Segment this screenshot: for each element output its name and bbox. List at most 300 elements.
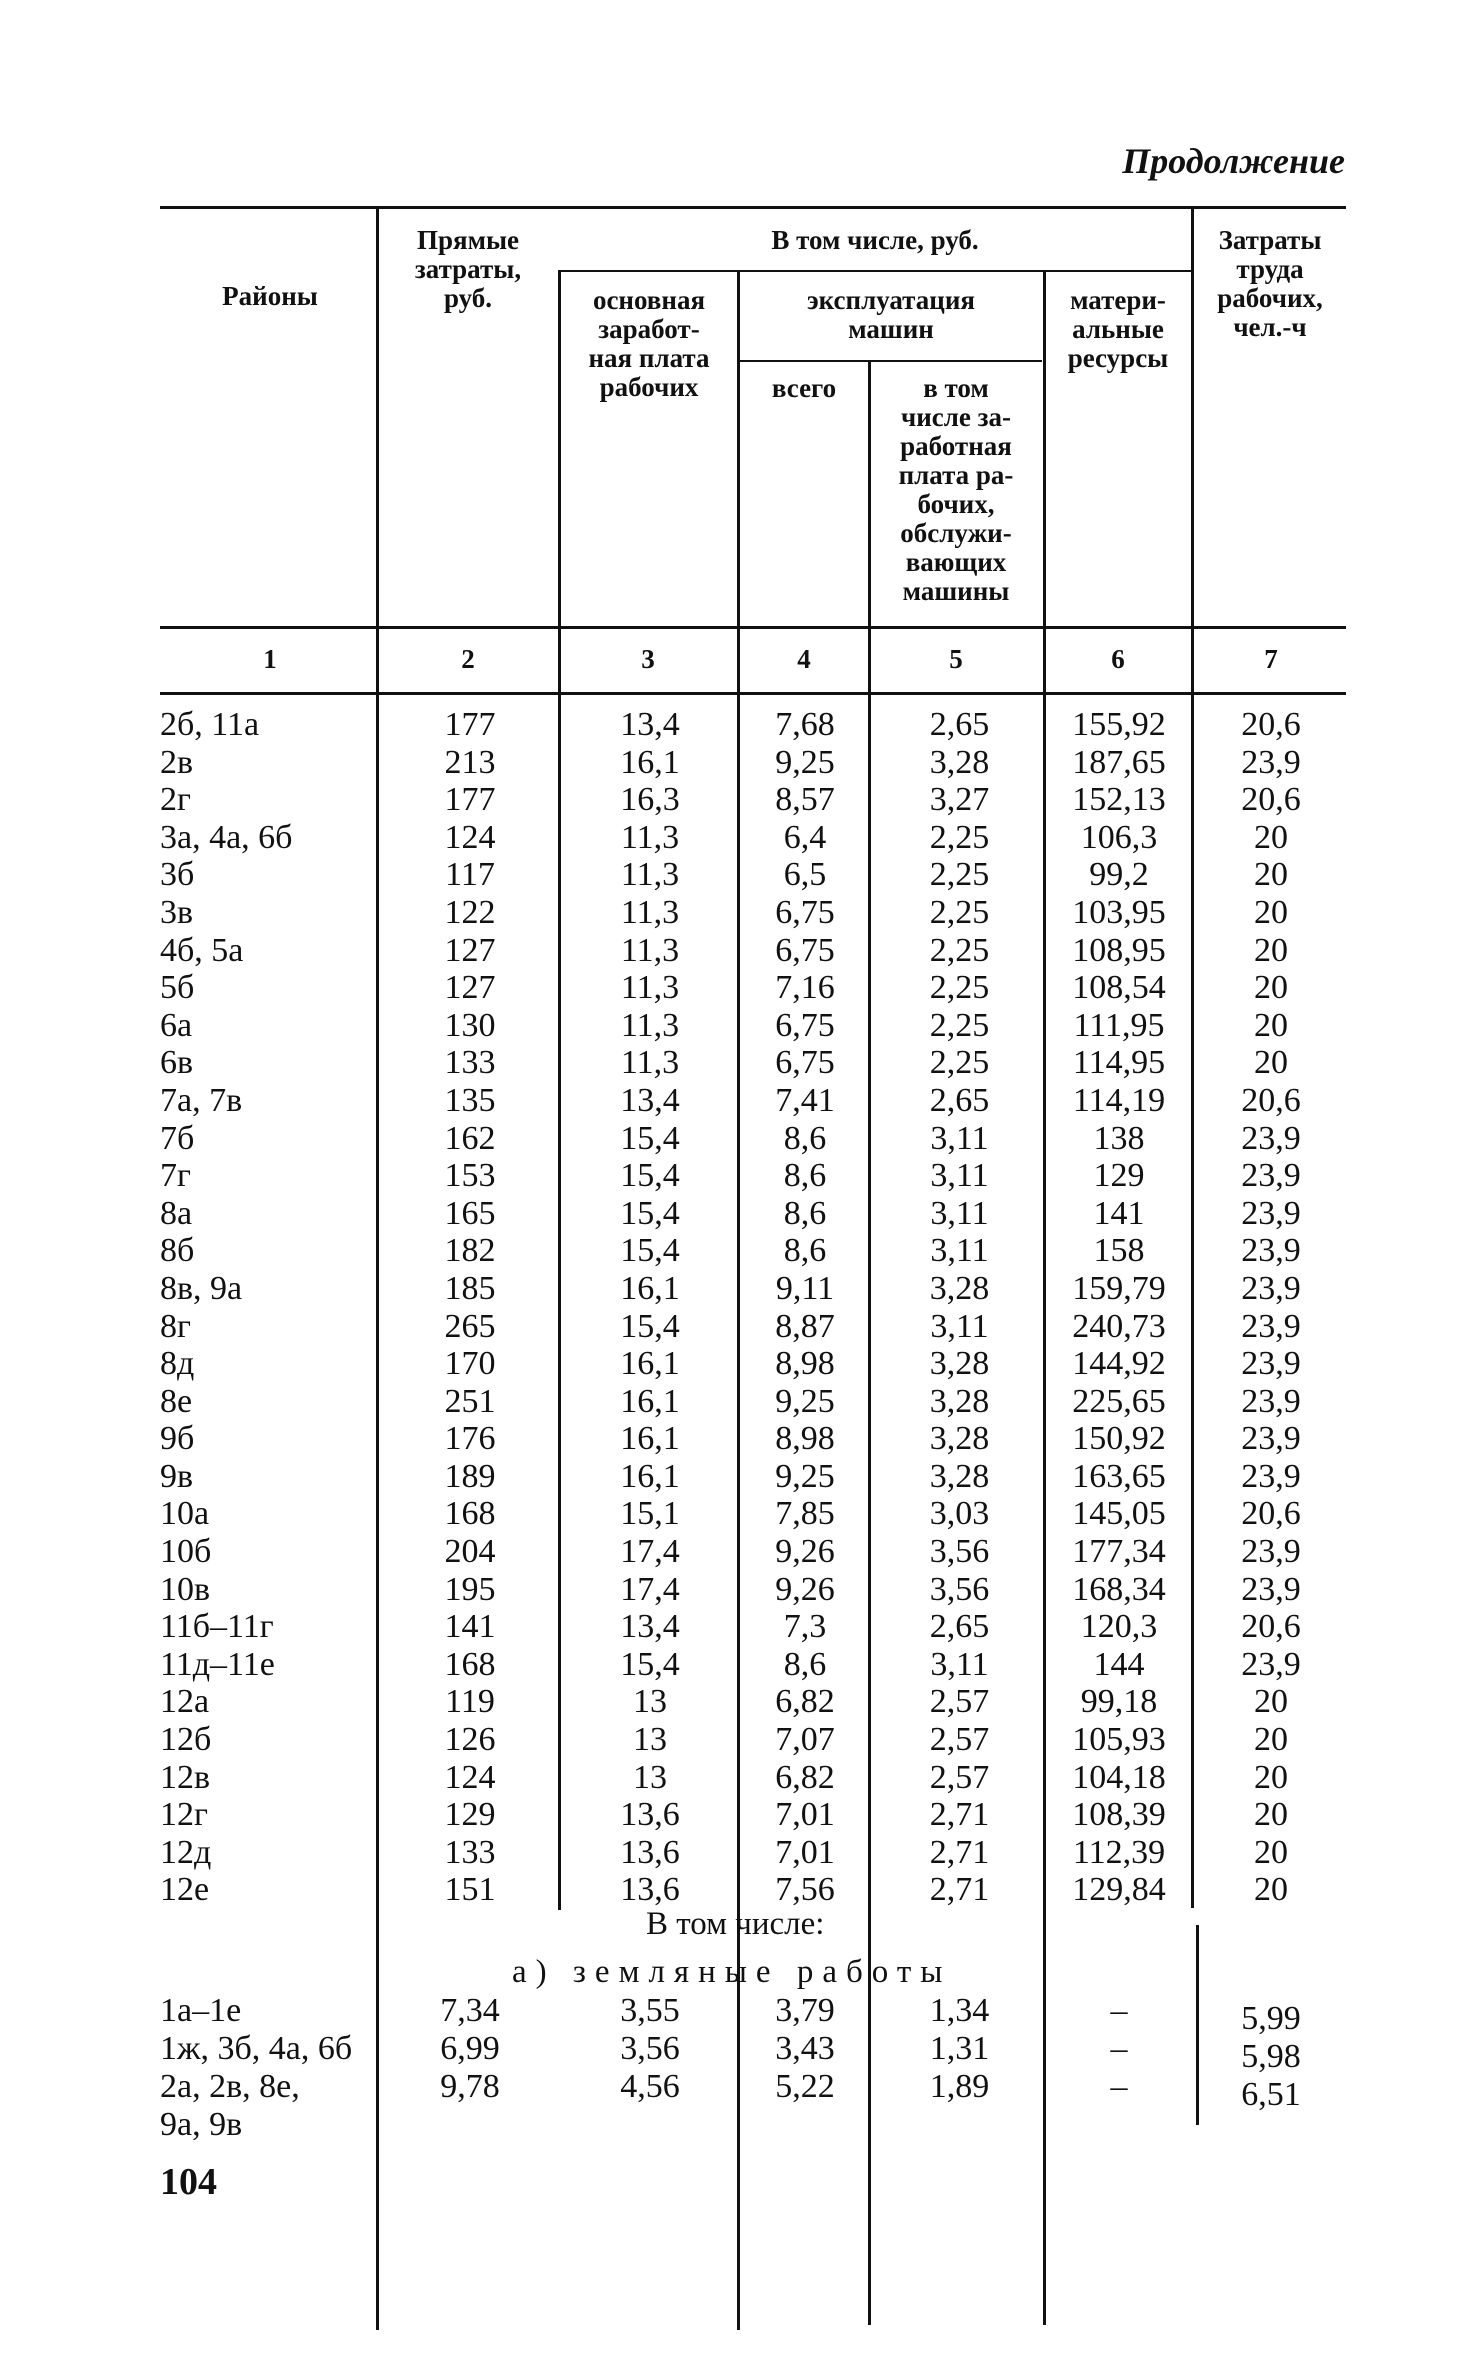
cell-machine-total: 8,6: [783, 1119, 827, 1157]
cell-district: 1а–1е: [160, 1992, 242, 2029]
cell-direct-costs: 129: [444, 1796, 496, 1834]
header-materialnye-resursy: матери- альные ресурсы: [1067, 285, 1169, 373]
table-row: [0, 856, 1477, 894]
cell-district: 11д–11е: [160, 1645, 275, 1683]
cell-base-wages: 13: [633, 1683, 667, 1721]
table-row: [0, 1458, 1477, 1496]
cell-materials: 240,73: [1072, 1307, 1166, 1345]
cell-machine-total: 8,57: [775, 781, 835, 819]
cell-base-wages: 15,4: [620, 1307, 680, 1345]
cell-machine-total: 9,26: [775, 1533, 835, 1571]
table-row: [0, 1646, 1477, 1684]
cell-base-wages: 13,4: [620, 1608, 680, 1646]
table-row: [0, 1195, 1477, 1233]
cell-direct-costs: 133: [444, 1833, 496, 1871]
cell-direct-costs: 195: [444, 1570, 496, 1608]
sub-row-continuation: [0, 2106, 1477, 2144]
cell-district: 10б: [160, 1533, 212, 1571]
table-row: [0, 932, 1477, 970]
table-row: [0, 1759, 1477, 1797]
cell-labor: 23,9: [1241, 1645, 1301, 1683]
cell-base-wages: 16,3: [620, 781, 680, 819]
cell-machine-wages: 3,11: [930, 1307, 989, 1345]
header-zatraty-truda: Затраты труда рабочих, чел.-ч: [1217, 225, 1323, 342]
cell-machine-wages: 3,28: [929, 1269, 990, 1307]
cell-machine-wages: 3,11: [930, 1157, 989, 1195]
column-number: 6: [1111, 644, 1125, 674]
cell-materials: –: [1110, 2068, 1128, 2105]
cell-labor: 23,9: [1241, 1307, 1301, 1345]
table-row: [0, 1308, 1477, 1346]
cell-materials: 187,65: [1072, 743, 1166, 781]
cell-labor: 20: [1254, 1871, 1288, 1909]
cell-machine-total: 6,82: [775, 1758, 835, 1796]
cell-direct-costs: 213: [444, 743, 496, 781]
cell-machine-total: 9,25: [775, 1457, 835, 1495]
cell-machine-wages: 2,71: [929, 1871, 990, 1909]
table-body: [0, 706, 1477, 1909]
cell-base-wages: 13: [633, 1721, 667, 1759]
table-row: [0, 1796, 1477, 1834]
cell-labor: 20,6: [1241, 1608, 1301, 1646]
cell-materials: 105,93: [1072, 1721, 1166, 1759]
column-number: 3: [641, 644, 655, 674]
table-row: [0, 969, 1477, 1007]
table-top-rule: [160, 206, 1346, 209]
cell-materials: 129: [1093, 1157, 1145, 1195]
cell-materials: 168,34: [1072, 1570, 1166, 1608]
cell-machine-wages: 1,89: [929, 2068, 990, 2105]
cell-base-wages: 11,3: [620, 931, 680, 969]
cell-labor: 23,9: [1241, 1345, 1301, 1383]
cell-district: 10в: [160, 1570, 211, 1608]
cell-materials: 108,54: [1072, 969, 1166, 1007]
cell-machine-wages: 2,57: [929, 1721, 990, 1759]
cell-machine-wages: 3,56: [929, 1570, 990, 1608]
cell-machine-total: 8,6: [783, 1194, 827, 1232]
cell-machine-total: 6,75: [775, 931, 835, 969]
cell-district: 8г: [160, 1307, 191, 1345]
cell-direct-costs: 176: [444, 1420, 496, 1458]
cell-district: 2г: [160, 781, 191, 819]
cell-machine-wages: 1,31: [929, 2030, 990, 2067]
cell-machine-total: 7,01: [775, 1796, 835, 1834]
cell-materials: –: [1110, 2030, 1128, 2067]
cell-materials: 225,65: [1072, 1382, 1166, 1420]
cell-labor: 20: [1254, 856, 1288, 894]
cell-base-wages: 3,56: [620, 2030, 680, 2067]
column-number: 5: [949, 644, 963, 674]
cell-direct-costs: 124: [444, 1758, 496, 1796]
cell-labor: 23,9: [1241, 1382, 1301, 1420]
table-row: [0, 1420, 1477, 1458]
table-row: [0, 1007, 1477, 1045]
cell-materials: 144: [1093, 1645, 1145, 1683]
cell-base-wages: 13,6: [620, 1871, 680, 1909]
cell-machine-total: 8,98: [775, 1345, 835, 1383]
page-number: 104: [160, 2161, 217, 2203]
cell-base-wages: 11,3: [620, 1006, 680, 1044]
cell-district: 5б: [160, 969, 195, 1007]
cell-machine-wages: 2,71: [929, 1833, 990, 1871]
cell-base-wages: 3,55: [620, 1992, 680, 2029]
cell-machine-wages: 3,03: [929, 1495, 990, 1533]
cell-base-wages: 13,6: [620, 1796, 680, 1834]
cell-machine-wages: 2,65: [929, 706, 990, 743]
cell-machine-total: 7,16: [775, 969, 835, 1007]
cell-machine-total: 6,82: [775, 1683, 835, 1721]
cell-district: 12г: [160, 1796, 208, 1834]
cell-machine-wages: 3,11: [930, 1645, 989, 1683]
cell-district: 10а: [160, 1495, 210, 1533]
cell-direct-costs: 177: [444, 706, 496, 743]
cell-labor: 20,6: [1241, 1495, 1301, 1533]
header-ekspluataciya-mashin: эксплуатация машин: [807, 285, 975, 344]
cell-direct-costs: 168: [444, 1645, 496, 1683]
cell-labor: 20: [1254, 818, 1288, 856]
cell-base-wages: 11,3: [620, 969, 680, 1007]
cell-labor: 20,6: [1241, 706, 1301, 743]
table-row: [0, 1495, 1477, 1533]
table-row: [0, 894, 1477, 932]
cell-labor: 20: [1254, 1833, 1288, 1871]
cell-direct-costs: 170: [444, 1345, 496, 1383]
cell-district: 3в: [160, 893, 194, 931]
cell-labor: 23,9: [1241, 1570, 1301, 1608]
table-row: [0, 1571, 1477, 1609]
cell-district: 12а: [160, 1683, 210, 1721]
cell-machine-wages: 2,25: [929, 931, 990, 969]
table-row: [0, 1871, 1477, 1909]
cell-base-wages: 13,4: [620, 1081, 680, 1119]
cell-base-wages: 15,4: [620, 1645, 680, 1683]
table-row: [0, 1082, 1477, 1120]
cell-machine-total: 6,5: [783, 856, 827, 894]
cell-district: 9б: [160, 1420, 195, 1458]
cell-district: 3б: [160, 856, 195, 894]
cell-machine-total: 6,75: [775, 893, 835, 931]
cell-machine-total: 7,85: [775, 1495, 835, 1533]
cell-direct-costs: 127: [444, 969, 496, 1007]
header-rayony: Районы: [222, 281, 318, 311]
cell-materials: 144,92: [1072, 1345, 1166, 1383]
cell-materials: 111,95: [1073, 1006, 1165, 1044]
cell-district: 8е: [160, 1382, 193, 1420]
cell-materials: 138: [1093, 1119, 1145, 1157]
cell-machine-total: 7,3: [783, 1608, 827, 1646]
cell-direct-costs: 124: [444, 818, 496, 856]
sub-row: [0, 2068, 1477, 2113]
cell-direct-costs: 119: [445, 1683, 495, 1721]
cell-machine-wages: 3,28: [929, 1345, 990, 1383]
cell-machine-total: 8,6: [783, 1645, 827, 1683]
cell-materials: –: [1110, 1992, 1128, 2029]
cell-machine-total: 7,41: [775, 1081, 835, 1119]
cell-base-wages: 11,3: [620, 856, 680, 894]
cell-materials: 158: [1093, 1232, 1145, 1270]
cell-materials: 99,18: [1080, 1683, 1158, 1721]
cell-materials: 112,39: [1072, 1833, 1166, 1871]
cell-labor: 20: [1254, 1796, 1288, 1834]
cell-materials: 150,92: [1072, 1420, 1166, 1458]
cell-direct-costs: 189: [444, 1457, 496, 1495]
cell-machine-total: 9,11: [775, 1269, 835, 1307]
cell-machine-wages: 2,25: [929, 1044, 990, 1082]
cell-base-wages: 13,4: [620, 706, 680, 743]
cell-direct-costs: 141: [444, 1608, 496, 1646]
cell-machine-wages: 2,57: [929, 1758, 990, 1796]
cell-labor: 23,9: [1241, 1194, 1301, 1232]
cell-machine-total: 7,07: [775, 1721, 835, 1759]
cell-machine-total: 6,75: [775, 1006, 835, 1044]
column-numbers-bottom-rule: [160, 692, 1346, 695]
cell-district: 12в: [160, 1758, 211, 1796]
cell-district: 2б, 11а: [160, 706, 260, 743]
cell-base-wages: 15,4: [620, 1194, 680, 1232]
table-row: [0, 1608, 1477, 1646]
cell-base-wages: 16,1: [620, 1269, 680, 1307]
sub-row: [0, 2030, 1477, 2075]
cell-machine-total: 7,56: [775, 1871, 835, 1909]
cell-labor: 20: [1254, 931, 1288, 969]
column-number: 7: [1264, 644, 1278, 674]
cell-direct-costs: 153: [444, 1157, 496, 1195]
cell-machine-total: 6,75: [775, 1044, 835, 1082]
cell-district: 11б–11г: [160, 1608, 274, 1646]
cell-direct-costs: 265: [444, 1307, 496, 1345]
cell-district: 6а: [160, 1006, 193, 1044]
cell-machine-wages: 2,65: [929, 1608, 990, 1646]
header-bottom-rule: [160, 626, 1346, 629]
group-header-rule: [558, 270, 1192, 272]
cell-machine-total: 3,43: [775, 2030, 835, 2067]
cell-labor: 20: [1254, 969, 1288, 1007]
table-row: [0, 1721, 1477, 1759]
cell-direct-costs: 204: [444, 1533, 496, 1571]
cell-labor: 23,9: [1241, 1457, 1301, 1495]
cell-machine-wages: 2,25: [929, 856, 990, 894]
cell-labor: 20: [1254, 1758, 1288, 1796]
cell-machine-total: 6,4: [783, 818, 827, 856]
machine-header-rule: [738, 360, 1042, 362]
cell-materials: 120,3: [1080, 1608, 1158, 1646]
cell-labor: 20,6: [1241, 1081, 1301, 1119]
cell-direct-costs: 177: [444, 781, 496, 819]
cell-labor: 5,98: [1241, 2038, 1301, 2075]
cell-machine-wages: 3,28: [929, 1382, 990, 1420]
cell-direct-costs: 133: [444, 1044, 496, 1082]
cell-materials: 141: [1093, 1194, 1145, 1232]
cell-labor: 20: [1254, 1721, 1288, 1759]
cell-materials: 103,95: [1072, 893, 1166, 931]
cell-labor: 20,6: [1241, 781, 1301, 819]
cell-machine-wages: 2,25: [929, 893, 990, 931]
cell-materials: 106,3: [1080, 818, 1158, 856]
cell-district: 8д: [160, 1345, 195, 1383]
cell-district: 12д: [160, 1833, 212, 1871]
cell-materials: 145,05: [1072, 1495, 1166, 1533]
cell-base-wages: 16,1: [620, 1457, 680, 1495]
cell-labor: 5,99: [1241, 2000, 1301, 2037]
cell-machine-total: 9,25: [775, 1382, 835, 1420]
table-row: [0, 1683, 1477, 1721]
continuation-label: Продолжение: [1122, 141, 1345, 181]
table-row: [0, 1157, 1477, 1195]
cell-machine-total: 7,68: [775, 706, 835, 743]
cell-base-wages: 15,4: [620, 1157, 680, 1195]
table-row: [0, 1533, 1477, 1571]
cell-base-wages: 15,1: [620, 1495, 680, 1533]
cell-base-wages: 17,4: [620, 1570, 680, 1608]
cell-base-wages: 15,4: [620, 1232, 680, 1270]
header-osnovnaya-zarplata: основная заработ- ная плата рабочих: [588, 285, 710, 402]
cell-labor: 23,9: [1241, 1420, 1301, 1458]
cell-labor: 6,51: [1241, 2076, 1301, 2113]
table-row: [0, 1120, 1477, 1158]
cell-machine-total: 5,22: [775, 2068, 835, 2105]
cell-labor: 20: [1254, 1044, 1288, 1082]
cell-base-wages: 16,1: [620, 743, 680, 781]
cell-labor: 23,9: [1241, 1157, 1301, 1195]
cell-machine-total: 3,79: [775, 1992, 835, 2029]
cell-machine-wages: 2,71: [929, 1796, 990, 1834]
cell-base-wages: 17,4: [620, 1533, 680, 1571]
cell-machine-wages: 2,25: [929, 818, 990, 856]
cell-labor: 23,9: [1241, 1232, 1301, 1270]
cell-district: 12е: [160, 1871, 210, 1909]
cell-materials: 99,2: [1089, 856, 1149, 894]
cell-machine-total: 8,87: [775, 1307, 835, 1345]
cell-district: 3а, 4а, 6б: [160, 818, 293, 856]
cell-materials: 104,18: [1072, 1758, 1166, 1796]
cell-machine-wages: 2,57: [929, 1683, 990, 1721]
cell-district: 12б: [160, 1721, 212, 1759]
cell-machine-total: 8,6: [783, 1232, 827, 1270]
cell-district: 6в: [160, 1044, 194, 1082]
column-number: 2: [461, 644, 475, 674]
cell-direct-costs: 7,34: [440, 1992, 500, 2029]
header-v-tom-chisle: В том числе, руб.: [771, 225, 979, 255]
cell-direct-costs: 168: [444, 1495, 496, 1533]
cell-district: 2в: [160, 743, 194, 781]
table-row: [0, 1270, 1477, 1308]
cell-direct-costs: 126: [444, 1721, 496, 1759]
sub-row: [0, 1992, 1477, 2037]
cell-machine-wages: 2,65: [929, 1081, 990, 1119]
header-v-tom-chisle-zarplata: в том числе за- работная плата ра- бочих, обслужи- вающих машины: [898, 373, 1014, 606]
cell-materials: 159,79: [1072, 1269, 1166, 1307]
cell-direct-costs: 6,99: [440, 2030, 500, 2067]
table-row: [0, 744, 1477, 782]
column-number: 4: [797, 644, 811, 674]
table-row: [0, 819, 1477, 857]
cell-direct-costs: 151: [444, 1871, 496, 1909]
cell-materials: 177,34: [1072, 1533, 1166, 1571]
cell-district: 8б: [160, 1232, 195, 1270]
cell-machine-wages: 3,11: [930, 1194, 989, 1232]
cell-machine-wages: 2,25: [929, 969, 990, 1007]
cell-materials: 129,84: [1072, 1871, 1166, 1909]
cell-base-wages: 16,1: [620, 1420, 680, 1458]
cell-materials: 114,19: [1072, 1081, 1166, 1119]
cell-materials: 114,95: [1072, 1044, 1166, 1082]
cell-district: 9в: [160, 1457, 194, 1495]
cell-base-wages: 11,3: [620, 1044, 680, 1082]
cell-machine-wages: 3,28: [929, 743, 990, 781]
cell-base-wages: 15,4: [620, 1119, 680, 1157]
cell-direct-costs: 165: [444, 1194, 496, 1232]
cell-direct-costs: 251: [444, 1382, 496, 1420]
cell-district: 7а, 7в: [160, 1081, 243, 1119]
cell-direct-costs: 182: [444, 1232, 496, 1270]
cell-materials: 152,13: [1072, 781, 1166, 819]
header-vsego: всего: [771, 373, 837, 403]
table-row: [0, 1834, 1477, 1872]
cell-machine-total: 9,26: [775, 1570, 835, 1608]
table-row: [0, 1383, 1477, 1421]
cell-district: 2а, 2в, 8е,: [160, 2068, 300, 2105]
cell-machine-wages: 3,27: [929, 781, 990, 819]
cell-district: 8а: [160, 1194, 193, 1232]
cell-machine-total: 9,25: [775, 743, 835, 781]
cell-district: 7г: [160, 1157, 191, 1195]
cell-direct-costs: 162: [444, 1119, 496, 1157]
cell-machine-wages: 3,11: [930, 1119, 989, 1157]
cell-direct-costs: 130: [444, 1006, 496, 1044]
cell-materials: 155,92: [1072, 706, 1166, 743]
cell-direct-costs: 9,78: [440, 2068, 500, 2105]
cell-machine-wages: 3,28: [929, 1420, 990, 1458]
table-row: [0, 781, 1477, 819]
cell-materials: 163,65: [1072, 1457, 1166, 1495]
table-row: [0, 1345, 1477, 1383]
cell-machine-wages: 3,56: [929, 1533, 990, 1571]
cell-direct-costs: 135: [444, 1081, 496, 1119]
cell-direct-costs: 127: [444, 931, 496, 969]
cell-district: 1ж, 3б, 4а, 6б: [160, 2030, 353, 2067]
cell-district: 8в, 9а: [160, 1269, 243, 1307]
cell-machine-wages: 2,25: [929, 1006, 990, 1044]
cell-machine-wages: 3,28: [929, 1457, 990, 1495]
cell-district: 9а, 9в: [160, 2106, 243, 2143]
cell-machine-total: 8,98: [775, 1420, 835, 1458]
table-row: [0, 706, 1477, 744]
cell-labor: 20: [1254, 1683, 1288, 1721]
cell-labor: 23,9: [1241, 1269, 1301, 1307]
cell-labor: 20: [1254, 1006, 1288, 1044]
table-row: [0, 1044, 1477, 1082]
cell-labor: 20: [1254, 893, 1288, 931]
cell-materials: 108,95: [1072, 931, 1166, 969]
cell-district: 4б, 5а: [160, 931, 244, 969]
cell-machine-wages: 3,11: [930, 1232, 989, 1270]
cell-direct-costs: 122: [444, 893, 496, 931]
table-row: [0, 1232, 1477, 1270]
cell-direct-costs: 185: [444, 1269, 496, 1307]
cell-labor: 23,9: [1241, 1119, 1301, 1157]
cell-machine-wages: 1,34: [929, 1992, 990, 2029]
cell-district: 7б: [160, 1119, 195, 1157]
subsection-label: а) земляные работы: [512, 1954, 952, 1990]
section-label: В том числе:: [646, 1906, 825, 1942]
cell-base-wages: 13,6: [620, 1833, 680, 1871]
cell-base-wages: 16,1: [620, 1345, 680, 1383]
header-pryamye-zatraty: Прямые затраты, руб.: [414, 225, 522, 313]
cell-labor: 23,9: [1241, 1533, 1301, 1571]
cell-machine-total: 8,6: [783, 1157, 827, 1195]
column-number: 1: [263, 644, 277, 674]
cell-base-wages: 11,3: [620, 893, 680, 931]
